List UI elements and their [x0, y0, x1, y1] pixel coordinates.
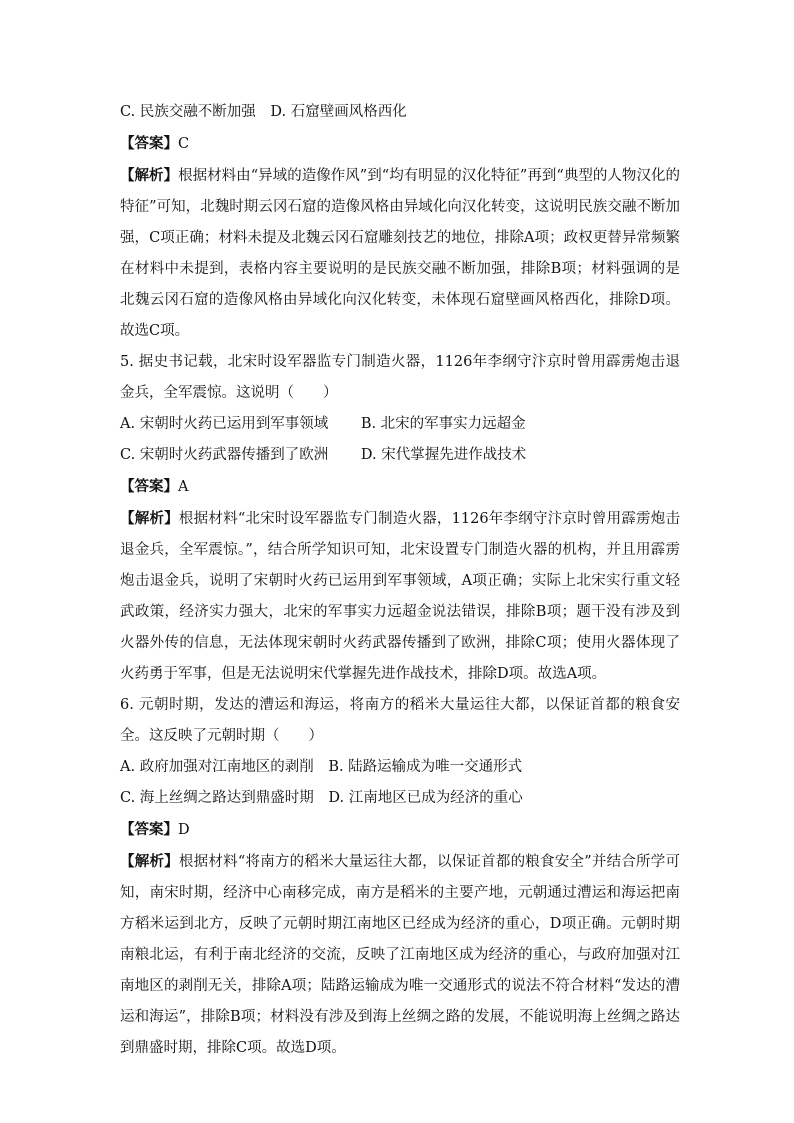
q6-stem: 6. 元朝时期，发达的漕运和海运，将南方的稻米大量运往大都，以保证首都的粮食安全。这反映了元朝时期（ ） [120, 697, 680, 744]
q5-analysis-text: 根据材料“北宋时设军器监专门制造火器，1126年李纲守汴京时曾用霹雳炮击退金兵，全军震惊。”，结合所学知识可知，北宋设置专门制造火器的机构，并且用霹雳炮击退金兵，说明了宋朝时火药已运用到军事领域，A项正确；实际上北宋实行重文轻武政策，经济实力强大，北宋的军事实力远超金说法错误，排除B项；题干没有涉及到火器外传的信息，无法体现宋朝时火药武器传播到了欧洲，排除C项；使用火器体现了火药勇于军事，但是无法说明宋代掌握先进作战技术，排除D项。故选A项。 [120, 511, 681, 682]
q5-answer-value: A [178, 479, 189, 495]
q4-answer-value: C [178, 136, 190, 152]
q5-analysis-tag: 【解析】 [120, 510, 179, 527]
q5-answer-tag: 【答案】 [120, 478, 178, 495]
q5-option-b: B. 北宋的军事实力远超金 [360, 416, 526, 432]
q6-answer-tag: 【答案】 [120, 821, 178, 838]
q4-answer-tag: 【答案】 [120, 135, 178, 152]
q5-answer [120, 471, 680, 503]
q6-answer-value: D [178, 822, 190, 838]
q4-option-d: D. 石窟壁画风格西化 [270, 104, 407, 120]
q6-answer [120, 814, 680, 846]
q4-analysis-tag: 【解析】 [120, 167, 179, 184]
q5-options-ab [120, 409, 680, 440]
q6-option-d: D. 江南地区已成为经济的重心 [328, 790, 523, 806]
q5-option-a: A. 宋朝时火药已运用到军事领域 [120, 416, 329, 432]
q6-option-b: B. 陆路运输成为唯一交通形式 [328, 759, 523, 775]
q6-analysis [120, 846, 680, 1064]
q4-analysis-text: 根据材料由“异域的造像作风”到“均有明显的汉化特征”再到“典型的人物汉化的特征”可知，北魏时期云冈石窟的造像风格由异域化向汉化转变，这说明民族交融不断加强，C项正确；材料未提及北魏云冈石窟雕刻技艺的地位，排除A项；政权更替异常频繁在材料中未提到，表格内容主要说明的是民族交融不断加强，排除B项；材料强调的是北魏云冈石窟的造像风格由异域化向汉化转变，未体现石窟壁画风格西化，排除D项。故选C项。 [120, 168, 680, 339]
q6-analysis-text: 根据材料“将南方的稻米大量运往大都，以保证首都的粮食安全”并结合所学可知，南宋时期，经济中心南移完成，南方是稻米的主要产地，元朝通过漕运和海运把南方稻米运到北方，反映了元朝时期江南地区已经成为经济的重心，D项正确。元朝时期南粮北运，有利于南北经济的交流，反映了江南地区成为经济的重心，与政府加强对江南地区的剥削无关，排除A项；陆路运输成为唯一交通形式的说法不符合材料“发达的漕运和海运”，排除B项；材料没有涉及到海上丝绸之路的发展，不能说明海上丝绸之路达到鼎盛时期，排除C项。故选D项。 [120, 854, 681, 1056]
q4-options-cd [120, 97, 680, 128]
q5-stem: 5. 据史书记载，北宋时设军器监专门制造火器，1126年李纲守汴京时曾用霹雳炮击退金兵，全军震惊。这说明（ ） [120, 354, 680, 401]
q6-option-a: A. 政府加强对江南地区的剥削 [120, 759, 314, 775]
q5-options-cd [120, 440, 680, 471]
q6-analysis-tag: 【解析】 [120, 853, 179, 870]
q6-option-c: C. 海上丝绸之路达到鼎盛时期 [120, 790, 314, 806]
q6-options-ab [120, 752, 680, 783]
q5-analysis [120, 503, 680, 690]
q4-option-c: C. 民族交融不断加强 [120, 104, 256, 120]
q6-options-cd [120, 783, 680, 814]
document-page [120, 97, 680, 1064]
q5-option-d: D. 宋代掌握先进作战技术 [360, 447, 527, 463]
q5-option-c: C. 宋朝时火药武器传播到了欧洲 [120, 447, 329, 463]
q4-answer [120, 128, 680, 160]
q4-analysis [120, 160, 680, 347]
